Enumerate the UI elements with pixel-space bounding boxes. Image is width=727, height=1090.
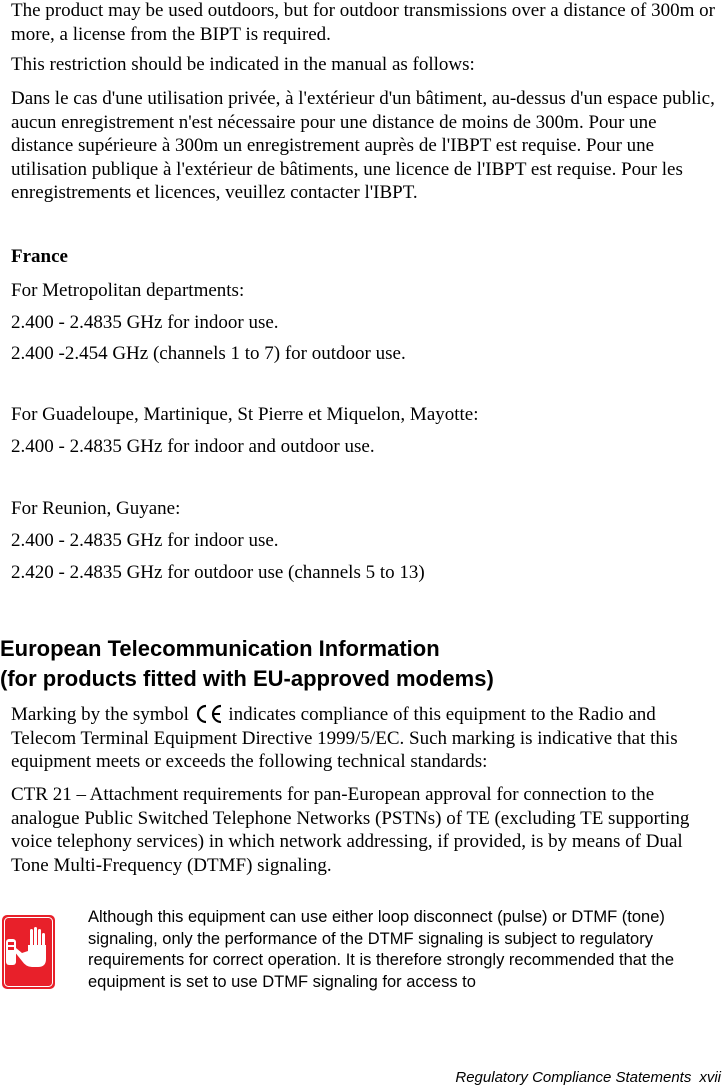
marking-text-after: indicates compliance of this equipment to the Radio and Telecom Terminal Equipment Directive 1999/5/EC. Such marking is indicative that this equipment meets or exceeds the following technical standards: — [11, 704, 678, 772]
guadeloupe-label: For Guadeloupe, Martinique, St Pierre et Miquelon, Mayotte: — [11, 404, 479, 425]
page-footer — [455, 1069, 721, 1087]
french-restriction-paragraph: Dans le cas d'une utilisation privée, à l'extérieur d'un bâtiment, au-dessus d'un espace public, aucun enregistrement n'est nécessaire pour une distance de moins de 300m. Pour une distance supérieure à 300m un enregistrement auprès de l'IBPT est requise. Pour une utilisation publique à l'extérieur de bâtiments, une licence de l'IBPT est requise. Pour les enregistrements et licences, veuillez contacter l'IBPT. — [11, 88, 715, 203]
ce-marking-paragraph — [11, 703, 723, 774]
eu-heading-line2: (for products fitted with EU-approved modems) — [0, 666, 494, 691]
france-heading: France — [11, 246, 68, 267]
metropolitan-indoor-line: 2.400 - 2.4835 GHz for indoor use. — [11, 312, 279, 333]
eu-telecom-heading — [0, 634, 720, 694]
reunion-label: For Reunion, Guyane: — [11, 498, 181, 519]
caution-hand-icon — [2, 915, 55, 989]
metropolitan-outdoor-line: 2.400 -2.454 GHz (channels 1 to 7) for outdoor use. — [11, 343, 406, 364]
guadeloupe-line: 2.400 - 2.4835 GHz for indoor and outdoor use. — [11, 436, 375, 457]
footer-section-title: Regulatory Compliance Statements — [455, 1069, 692, 1086]
metropolitan-label: For Metropolitan departments: — [11, 280, 245, 301]
reunion-outdoor-line: 2.420 - 2.4835 GHz for outdoor use (channels 5 to 13) — [11, 562, 425, 583]
reunion-indoor-line: 2.400 - 2.4835 GHz for indoor use. — [11, 530, 279, 551]
ctr21-paragraph: CTR 21 – Attachment requirements for pan-European approval for connection to the analogue Public Switched Telephone Networks (PSTNs) of TE (excluding TE supporting voice telephony services) in which network addressing, if provided, is by means of Dual Tone Multi-Frequency (DTMF) signaling. — [11, 784, 690, 876]
eu-heading-line1: European Telecommunication Information — [0, 636, 440, 661]
outdoor-license-paragraph: The product may be used outdoors, but for outdoor transmissions over a distance of 300m or more, a license from the BIPT is required. — [11, 0, 715, 45]
page-number: xvii — [699, 1069, 721, 1086]
restriction-paragraph: This restriction should be indicated in the manual as follows: — [11, 54, 475, 75]
ce-mark-icon — [194, 703, 224, 725]
marking-text-before: Marking by the symbol — [11, 704, 189, 725]
dtmf-note-text: Although this equipment can use either loop disconnect (pulse) or DTMF (tone) signaling, only the performance of the DTMF signaling is subject to regulatory requirements for correct operation. It is therefore strongly recommended that the equipment is set to use DTMF signaling for access to — [88, 908, 675, 991]
